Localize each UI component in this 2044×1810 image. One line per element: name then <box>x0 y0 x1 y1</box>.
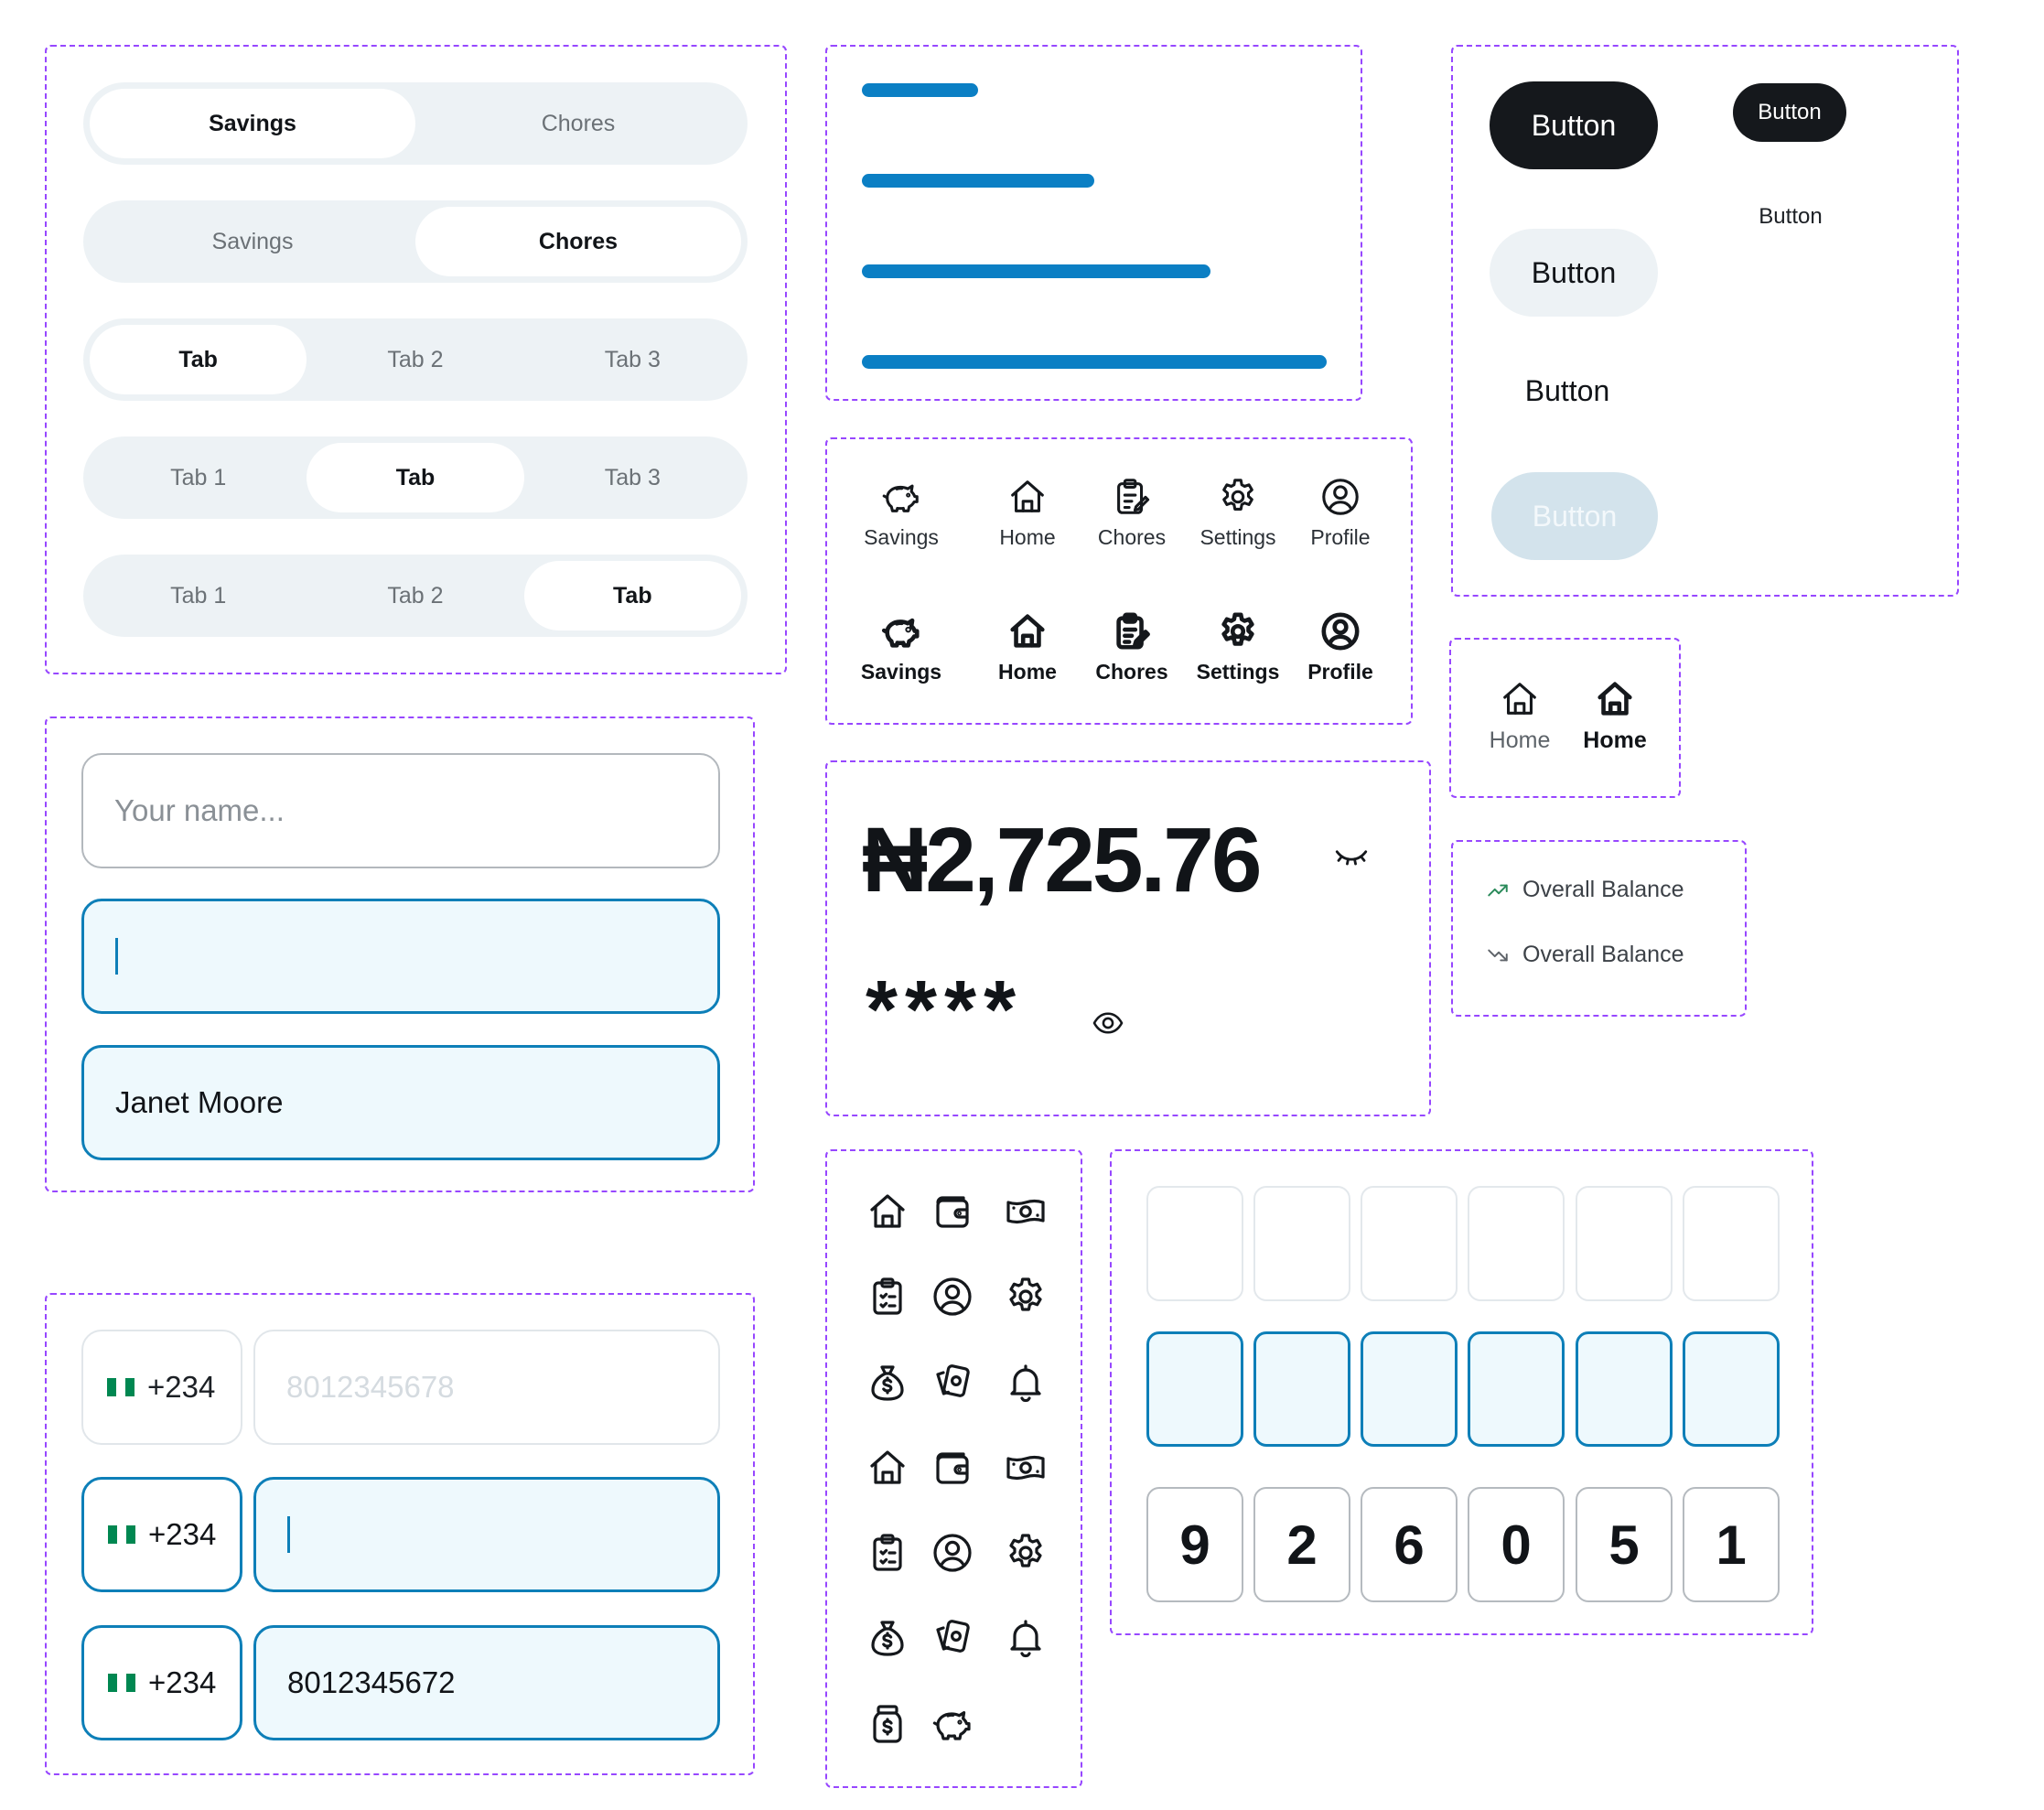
home-icon <box>1594 678 1636 720</box>
home-states-frame <box>1449 638 1681 798</box>
balance-frame <box>825 760 1431 1116</box>
trend-label: Overall Balance <box>1522 942 1684 967</box>
text-caret <box>115 938 118 975</box>
user-circle-icon <box>931 1275 974 1319</box>
country-code-selector[interactable] <box>81 1477 242 1592</box>
cards-icon <box>931 1616 974 1660</box>
phone-inputs-frame <box>45 1293 755 1775</box>
bell-icon <box>1004 1361 1048 1405</box>
secondary-button[interactable]: Button <box>1490 229 1658 317</box>
nav-item-savings-active[interactable] <box>851 610 952 684</box>
piggy-bank-icon <box>931 1702 974 1746</box>
otp-box-empty[interactable] <box>1576 1186 1673 1301</box>
nav-label: Home <box>999 525 1056 549</box>
text-caret <box>287 1516 290 1553</box>
nav-label: Chores <box>1097 525 1167 549</box>
otp-box-empty[interactable] <box>1146 1186 1243 1301</box>
country-code-selector[interactable] <box>81 1330 242 1445</box>
user-circle-icon <box>1319 610 1361 652</box>
nav-item-home-active[interactable] <box>1565 678 1665 754</box>
disabled-button[interactable]: Button <box>1491 472 1658 560</box>
otp-box-active[interactable] <box>1468 1331 1565 1447</box>
nav-label: Profile <box>1307 660 1373 684</box>
piggy-bank-icon <box>880 476 922 518</box>
otp-box-empty[interactable] <box>1253 1186 1350 1301</box>
nigeria-flag-icon <box>107 1378 134 1396</box>
nav-label: Settings <box>1196 660 1280 684</box>
country-code: +234 <box>147 1370 216 1404</box>
otp-box-empty[interactable] <box>1361 1186 1458 1301</box>
name-input-focused[interactable] <box>81 899 720 1014</box>
home-icon <box>1006 476 1049 518</box>
tab-1[interactable]: Tab 1 <box>170 464 227 490</box>
tab-2[interactable]: Tab 2 <box>387 582 444 609</box>
otp-box-empty[interactable] <box>1468 1186 1565 1301</box>
segmented-tabs-1 <box>83 318 748 401</box>
clipboard-check-icon <box>866 1531 909 1575</box>
trend-down-row <box>1486 942 1684 968</box>
balance-amount: ₦2,725.76 <box>862 809 1260 911</box>
home-icon <box>1499 678 1541 720</box>
trend-label: Overall Balance <box>1522 877 1684 902</box>
progress-bar-25 <box>862 83 978 97</box>
name-input-empty[interactable] <box>81 753 720 868</box>
tab-1[interactable]: Tab <box>90 325 307 394</box>
nav-label: Settings <box>1200 525 1276 549</box>
clipboard-edit-icon <box>1111 476 1153 518</box>
nav-label: Profile <box>1310 525 1371 549</box>
progress-bar-100 <box>862 355 1327 369</box>
gear-icon <box>1217 476 1259 518</box>
bottom-nav-frame <box>825 437 1413 725</box>
nav-item-chores-active[interactable] <box>1081 610 1182 684</box>
nav-label: Savings <box>860 660 942 684</box>
segmented-tabs-2 <box>83 436 748 519</box>
money-bag-icon <box>866 1361 909 1405</box>
otp-box-empty[interactable] <box>1683 1186 1780 1301</box>
phone-input-empty[interactable] <box>253 1330 720 1445</box>
home-icon <box>866 1190 909 1234</box>
otp-box-active[interactable] <box>1361 1331 1458 1447</box>
tab-3[interactable]: Tab <box>524 561 741 630</box>
segmented-savings-chores-2 <box>83 200 748 283</box>
wallet-icon <box>931 1446 974 1490</box>
nigeria-flag-icon <box>108 1525 135 1544</box>
otp-digit[interactable]: 1 <box>1683 1487 1780 1602</box>
country-code: +234 <box>148 1665 217 1699</box>
progress-bar-75 <box>862 264 1210 278</box>
clipboard-edit-icon <box>1111 610 1153 652</box>
ghost-button[interactable]: Button <box>1524 373 1610 407</box>
nav-label: Home <box>1583 727 1647 753</box>
cards-icon <box>931 1361 974 1405</box>
otp-digit[interactable]: 9 <box>1146 1487 1243 1602</box>
tab-2[interactable]: Tab 2 <box>387 346 444 372</box>
money-jar-icon <box>866 1702 909 1746</box>
icon-set-frame <box>825 1149 1082 1788</box>
money-bag-icon <box>866 1616 909 1660</box>
otp-box-active[interactable] <box>1576 1331 1673 1447</box>
nav-item-savings[interactable] <box>851 476 952 550</box>
user-circle-icon <box>931 1531 974 1575</box>
banknote-icon <box>1004 1446 1048 1490</box>
otp-frame <box>1110 1149 1813 1635</box>
user-circle-icon <box>1319 476 1361 518</box>
segmented-tabs-3 <box>83 555 748 637</box>
gear-icon <box>1004 1275 1048 1319</box>
balance-masked: **** <box>866 964 1024 1056</box>
name-input-filled[interactable] <box>81 1045 720 1160</box>
nav-item-settings-active[interactable] <box>1188 610 1288 684</box>
nav-item-profile[interactable] <box>1290 476 1391 550</box>
otp-digit[interactable]: 0 <box>1468 1487 1565 1602</box>
tab-3[interactable]: Tab 3 <box>604 346 661 372</box>
nigeria-flag-icon <box>108 1674 135 1692</box>
segment-savings[interactable]: Savings <box>211 228 294 254</box>
otp-digit[interactable]: 5 <box>1576 1487 1673 1602</box>
otp-box-active[interactable] <box>1253 1331 1350 1447</box>
phone-input-focused[interactable] <box>253 1477 720 1592</box>
otp-digit[interactable]: 2 <box>1253 1487 1350 1602</box>
nav-item-chores[interactable] <box>1081 476 1182 550</box>
buttons-frame <box>1451 45 1959 597</box>
clipboard-check-icon <box>866 1275 909 1319</box>
wallet-icon <box>931 1190 974 1234</box>
banknote-icon <box>1004 1190 1048 1234</box>
phone-placeholder: 8012345678 <box>286 1370 455 1404</box>
nav-item-home-active[interactable] <box>977 610 1078 684</box>
primary-button-small[interactable]: Button <box>1733 83 1846 142</box>
piggy-bank-icon <box>880 610 922 652</box>
name-inputs-frame <box>45 716 755 1192</box>
country-code: +234 <box>148 1517 217 1551</box>
country-code-selector[interactable] <box>81 1625 242 1740</box>
nav-item-home[interactable] <box>1469 678 1570 754</box>
home-icon <box>1006 610 1049 652</box>
otp-digit[interactable]: 6 <box>1361 1487 1458 1602</box>
nav-label: Savings <box>864 525 939 549</box>
text-button-small[interactable]: Button <box>1759 204 1823 229</box>
tab-3[interactable]: Tab 3 <box>604 464 661 490</box>
progress-bar-50 <box>862 174 1094 188</box>
segment-chores[interactable]: Chores <box>415 207 741 276</box>
phone-value: 8012345672 <box>287 1665 456 1699</box>
otp-box-active[interactable] <box>1683 1331 1780 1447</box>
otp-box-active[interactable] <box>1146 1331 1243 1447</box>
nav-item-home[interactable] <box>977 476 1078 550</box>
gear-icon <box>1217 610 1259 652</box>
progress-bars-frame <box>825 45 1362 401</box>
segment-savings[interactable]: Savings <box>90 89 415 158</box>
name-value: Janet Moore <box>115 1085 284 1119</box>
tab-1[interactable]: Tab 1 <box>170 582 227 609</box>
phone-input-filled[interactable] <box>253 1625 720 1740</box>
segment-chores[interactable]: Chores <box>541 110 616 136</box>
tab-2[interactable]: Tab <box>307 443 523 512</box>
nav-label: Home <box>1489 727 1551 753</box>
nav-item-profile-active[interactable] <box>1290 610 1391 684</box>
trend-down-icon <box>1486 943 1510 967</box>
nav-label: Chores <box>1095 660 1168 684</box>
nav-item-settings[interactable] <box>1188 476 1288 550</box>
nav-label: Home <box>998 660 1057 684</box>
trends-frame <box>1451 840 1747 1017</box>
trend-up-row <box>1486 877 1684 903</box>
home-icon <box>866 1446 909 1490</box>
eye-icon[interactable] <box>1091 1006 1125 1040</box>
segmented-controls-frame <box>45 45 787 674</box>
name-placeholder: Your name... <box>114 793 285 827</box>
trend-up-icon <box>1486 878 1510 902</box>
eye-closed-icon[interactable] <box>1332 837 1371 876</box>
gear-icon <box>1004 1531 1048 1575</box>
primary-button-large[interactable]: Button <box>1490 81 1658 169</box>
bell-icon <box>1004 1616 1048 1660</box>
segmented-savings-chores-1 <box>83 82 748 165</box>
